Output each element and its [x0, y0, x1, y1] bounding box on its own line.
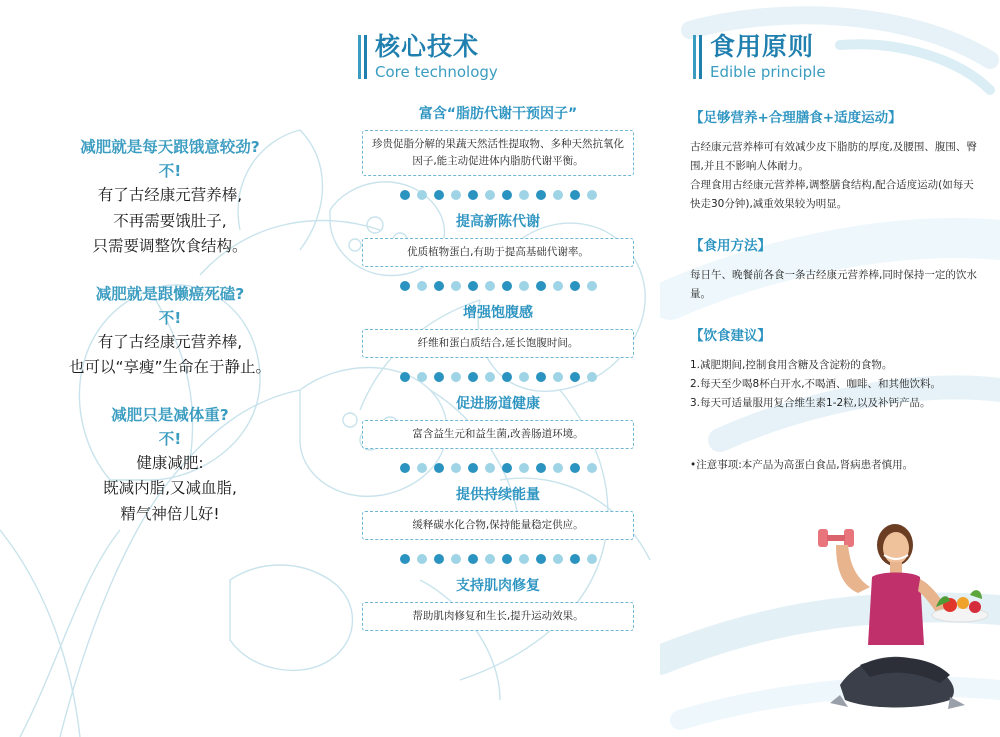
- divider-dot-icon: [468, 372, 478, 382]
- divider-dot-icon: [587, 554, 597, 564]
- divider-dot-icon: [519, 463, 529, 473]
- divider-dot-icon: [519, 190, 529, 200]
- divider-dot-icon: [434, 190, 444, 200]
- core-tech-item-desc: 富含益生元和益生菌,改善肠道环境。: [362, 420, 634, 449]
- slogan-answer-line: 精气神倍儿好!: [120, 504, 220, 523]
- diet-advice-heading: 【饮食建议】: [690, 328, 771, 344]
- slogan-question: 减肥就是每天跟饿意较劲?: [80, 138, 260, 156]
- divider-dot-icon: [570, 281, 580, 291]
- divider-dot-icon: [570, 554, 580, 564]
- divider-dot-icon: [468, 463, 478, 473]
- core-tech-item: [362, 576, 634, 631]
- divider-dot-icon: [553, 190, 563, 200]
- divider-dot-icon: [536, 281, 546, 291]
- divider-dot-icon: [502, 281, 512, 291]
- slogan-question: 减肥就是跟懒癌死磕?: [95, 284, 245, 303]
- caution-note: •注意事项:本产品为高蛋白食品,肾病患者慎用。: [690, 459, 914, 471]
- slogan-answer-line: 也可以“享瘦”生命在于静止。: [68, 358, 272, 376]
- divider-dot-icon: [434, 372, 444, 382]
- core-tech-title: 核心技术: [375, 32, 480, 61]
- core-tech-item-desc: 纤维和蛋白质结合,延长饱腹时间。: [362, 329, 634, 358]
- core-tech-item-title: 富含“脂肪代谢干预因子”: [418, 106, 578, 122]
- diet-advice-item: 3.每天可适量服用复合维生素1-2粒,以及补钙产品。: [690, 397, 931, 409]
- divider-dot-icon: [536, 372, 546, 382]
- divider-dot-icon: [502, 190, 512, 200]
- divider-dot-icon: [536, 554, 546, 564]
- divider-dot-icon: [502, 372, 512, 382]
- divider-dot-icon: [468, 281, 478, 291]
- slogan-no: 不!: [158, 162, 182, 180]
- divider-dot-icon: [417, 281, 427, 291]
- dot-divider: [362, 463, 634, 473]
- slogan-answer-line: 有了古经康元营养棒,: [97, 186, 243, 204]
- usage-text: 每日午、晚餐前各食一条古经康元营养棒,同时保持一定的饮水量。: [690, 269, 977, 300]
- core-tech-item-desc: 缓释碳水化合物,保持能量稳定供应。: [362, 511, 634, 540]
- header-bars-icon: [693, 35, 702, 79]
- divider-dot-icon: [587, 463, 597, 473]
- divider-dot-icon: [400, 554, 410, 564]
- header-bars-icon: [358, 35, 367, 79]
- core-tech-item-title: 提高新陈代谢: [456, 214, 540, 230]
- core-tech-item-desc: 珍贵促脂分解的果蔬天然活性提取物、多种天然抗氧化因子,能主动促进体内脂肪代谢平衡。: [362, 130, 634, 176]
- divider-dot-icon: [417, 463, 427, 473]
- slogan-answer-line: 有了古经康元营养棒,: [97, 332, 243, 351]
- woman-with-dumbbell-and-vegetables-icon: [800, 515, 990, 720]
- slogan-block: [40, 282, 300, 381]
- core-tech-header: [358, 32, 498, 82]
- principle-text: 合理食用古经康元营养棒,调整膳食结构,配合适度运动(如每天快走30分钟),减重效果较为明显。: [690, 179, 974, 210]
- edible-principle-title: 食用原则: [710, 32, 815, 61]
- divider-dot-icon: [417, 554, 427, 564]
- core-tech-item-desc: 优质植物蛋白,有助于提高基础代谢率。: [362, 238, 634, 267]
- divider-dot-icon: [400, 190, 410, 200]
- divider-dot-icon: [400, 372, 410, 382]
- divider-dot-icon: [587, 281, 597, 291]
- divider-dot-icon: [434, 463, 444, 473]
- slogan-answer-line: 只需要调整饮食结构。: [92, 237, 248, 255]
- divider-dot-icon: [485, 281, 495, 291]
- divider-dot-icon: [553, 281, 563, 291]
- divider-dot-icon: [502, 463, 512, 473]
- core-tech-item-desc: 帮助肌肉修复和生长,提升运动效果。: [362, 602, 634, 631]
- divider-dot-icon: [434, 281, 444, 291]
- divider-dot-icon: [519, 281, 529, 291]
- divider-dot-icon: [553, 554, 563, 564]
- divider-dot-icon: [417, 372, 427, 382]
- dot-divider: [362, 281, 634, 291]
- slogan-answer-line: 不再需要饿肚子,: [113, 211, 227, 230]
- edible-principle-header: [693, 32, 826, 82]
- divider-dot-icon: [485, 463, 495, 473]
- divider-dot-icon: [434, 554, 444, 564]
- diet-advice-item: 1.减肥期间,控制食用含糖及含淀粉的食物。: [690, 359, 893, 371]
- divider-dot-icon: [570, 463, 580, 473]
- divider-dot-icon: [417, 190, 427, 200]
- slogan-no: 不!: [158, 429, 182, 448]
- core-tech-item: [362, 485, 634, 540]
- core-tech-item-title: 提供持续能量: [456, 487, 540, 503]
- diet-advice-item: 2.每天至少喝8杯白开水,不喝酒、咖啡、和其他饮料。: [690, 378, 942, 390]
- divider-dot-icon: [451, 463, 461, 473]
- core-tech-item: [362, 303, 634, 358]
- dot-divider: [362, 190, 634, 200]
- edible-principle-subtitle: Edible principle: [710, 63, 826, 81]
- core-tech-subtitle: Core technology: [375, 63, 498, 81]
- slogan-block: [40, 403, 300, 528]
- slogan-answer-line: 健康减肥:: [136, 453, 204, 472]
- core-tech-item-title: 支持肌肉修复: [456, 578, 540, 594]
- dot-divider: [362, 554, 634, 564]
- core-tech-item-title: 增强饱腹感: [463, 305, 533, 321]
- core-tech-item: [362, 394, 634, 449]
- principle-text: 古经康元营养棒可有效减少皮下脂肪的厚度,及腰围、腹围、臀围,并且不影响人体耐力。: [690, 141, 977, 172]
- divider-dot-icon: [587, 190, 597, 200]
- divider-dot-icon: [587, 372, 597, 382]
- divider-dot-icon: [570, 372, 580, 382]
- usage-heading: 【食用方法】: [690, 238, 771, 254]
- divider-dot-icon: [468, 190, 478, 200]
- divider-dot-icon: [485, 372, 495, 382]
- slogan-answer-line: 既减内脂,又减血脂,: [103, 479, 237, 497]
- divider-dot-icon: [553, 372, 563, 382]
- divider-dot-icon: [400, 463, 410, 473]
- divider-dot-icon: [536, 463, 546, 473]
- divider-dot-icon: [451, 190, 461, 200]
- divider-dot-icon: [451, 372, 461, 382]
- divider-dot-icon: [451, 554, 461, 564]
- slogan-no: 不!: [158, 308, 182, 327]
- divider-dot-icon: [570, 190, 580, 200]
- divider-dot-icon: [553, 463, 563, 473]
- divider-dot-icon: [536, 190, 546, 200]
- divider-dot-icon: [519, 372, 529, 382]
- divider-dot-icon: [502, 554, 512, 564]
- divider-dot-icon: [485, 190, 495, 200]
- divider-dot-icon: [485, 554, 495, 564]
- core-tech-item-title: 促进肠道健康: [456, 396, 540, 412]
- divider-dot-icon: [468, 554, 478, 564]
- principle-heading: 【足够营养+合理膳食+适度运动】: [690, 110, 902, 126]
- slogan-block: [40, 135, 300, 260]
- slogan-question: 减肥只是减体重?: [111, 405, 229, 424]
- core-tech-list: [362, 104, 634, 631]
- dot-divider: [362, 372, 634, 382]
- edible-principle-content: [690, 108, 980, 413]
- core-tech-item: [362, 104, 634, 176]
- left-slogans: [40, 135, 300, 549]
- divider-dot-icon: [400, 281, 410, 291]
- divider-dot-icon: [519, 554, 529, 564]
- divider-dot-icon: [451, 281, 461, 291]
- core-tech-item: [362, 212, 634, 267]
